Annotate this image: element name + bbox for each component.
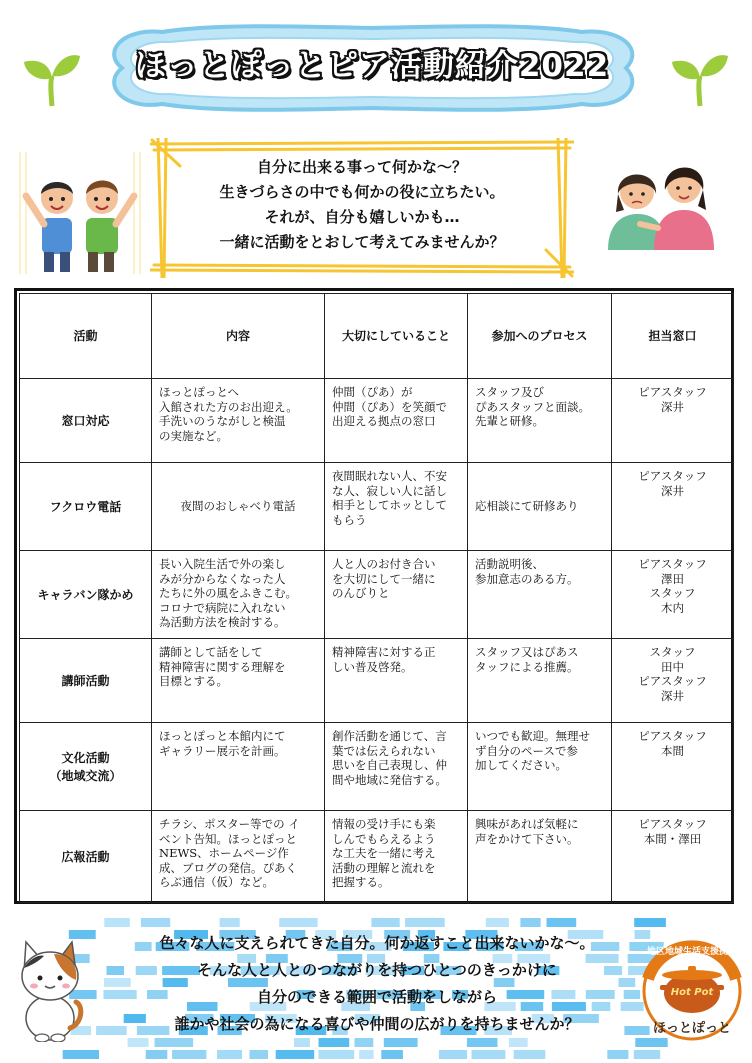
contact-text: 田中 bbox=[661, 659, 684, 674]
values-text: 把握する。 bbox=[332, 875, 390, 889]
content-text: の実施など。 bbox=[159, 428, 228, 443]
content-text-cell bbox=[152, 723, 325, 811]
process-text: 応相談にて研修あり bbox=[475, 499, 579, 514]
process-text-cell bbox=[468, 551, 612, 639]
activity-name: 窓口対応 bbox=[61, 413, 110, 428]
contact-text: 深井 bbox=[661, 688, 684, 703]
content-text: 夜間のおしゃべり電話 bbox=[180, 499, 296, 514]
values-text: 創作活動を通じて、言 bbox=[332, 729, 447, 743]
values-text: 相手としてホッとして bbox=[332, 498, 447, 512]
logo-ring-text: 地区地域生活支援拠点 bbox=[646, 947, 737, 957]
content-text: コロナで病院に入れない bbox=[159, 600, 286, 615]
activity-name-cell bbox=[20, 463, 152, 551]
content-text: らぶ通信（仮）など。 bbox=[159, 875, 274, 889]
footer-tile bbox=[294, 1038, 310, 1047]
table-row bbox=[20, 379, 734, 463]
values-text: 間や地域に発信する。 bbox=[332, 772, 447, 787]
activity-name: 広報活動 bbox=[61, 849, 110, 864]
values-text: 思いを自己表現し、仲 bbox=[332, 758, 447, 772]
footer-line: 色々な人に支えられてきた自分。何か返すこと出来ないかな～。 bbox=[159, 934, 595, 952]
contact-text: ピアスタッフ bbox=[638, 557, 707, 571]
values-text: 葉では伝えられない bbox=[332, 743, 436, 758]
contact-text: スタッフ bbox=[649, 645, 696, 659]
footer-tile bbox=[547, 918, 577, 927]
contact-text: 澤田 bbox=[661, 571, 684, 586]
contact-text: ピアスタッフ bbox=[638, 674, 707, 688]
footer-tile bbox=[146, 1050, 168, 1059]
process-text: タッフによる推薦。 bbox=[475, 659, 579, 674]
values-text: 夜間眠れない人、不安 bbox=[332, 469, 447, 483]
column-header: 参加へのプロセス bbox=[468, 294, 612, 379]
process-text: スタッフ又はぴあス bbox=[475, 645, 579, 659]
column-header: 大切にしていること bbox=[325, 294, 468, 379]
process-text: 声をかけて下さい。 bbox=[475, 831, 579, 846]
values-text-cell bbox=[325, 379, 468, 463]
values-text-cell bbox=[325, 463, 468, 551]
values-text-cell bbox=[325, 811, 468, 903]
footer-tile bbox=[355, 1038, 374, 1047]
content-text-cell bbox=[152, 551, 325, 639]
column-header: 担当窓口 bbox=[612, 294, 734, 379]
footer-tile bbox=[319, 1050, 355, 1059]
contact-text: ピアスタッフ bbox=[638, 385, 707, 399]
footer-tile bbox=[509, 1038, 528, 1047]
table-row bbox=[20, 463, 734, 551]
table-row bbox=[20, 723, 734, 811]
sprout-icon bbox=[670, 48, 730, 108]
footer-tile bbox=[514, 1050, 546, 1059]
content-text: ベント告知。ほっとぽっと bbox=[159, 831, 297, 846]
table-row bbox=[20, 551, 734, 639]
footer-tile bbox=[319, 1038, 350, 1047]
footer-tile bbox=[172, 1050, 206, 1059]
footer-tile bbox=[472, 1050, 506, 1059]
footer-tile bbox=[276, 1050, 315, 1059]
process-text-cell bbox=[468, 723, 612, 811]
footer-line: 誰かや社会の為になる喜びや仲間の広がりを持ちませんか？ bbox=[174, 1015, 580, 1033]
content-text: ギャラリー展示を計画。 bbox=[159, 743, 286, 758]
footer-tile bbox=[155, 1038, 194, 1047]
intro-line: それが、自分も嬉しいかも… bbox=[264, 208, 460, 226]
footer-tile bbox=[467, 1038, 498, 1047]
process-text: ず自分のペースで参 bbox=[475, 743, 578, 758]
contact-text-cell bbox=[612, 463, 734, 551]
footer-tile bbox=[141, 918, 170, 927]
footer-tile bbox=[405, 918, 445, 927]
contact-text: 木内 bbox=[661, 600, 684, 615]
content-text: みが分からなくなった人 bbox=[159, 571, 286, 586]
process-text: 活動説明後、 bbox=[475, 557, 544, 571]
hotpot-logo bbox=[640, 935, 744, 1053]
footer-tile bbox=[634, 918, 666, 927]
activities-table bbox=[14, 288, 734, 904]
activity-name-cell bbox=[20, 639, 152, 723]
process-text: 興味があれば気軽に bbox=[475, 817, 579, 831]
content-text-cell bbox=[152, 811, 325, 903]
content-text: 目標とする。 bbox=[159, 674, 228, 688]
table-header-row bbox=[20, 294, 734, 379]
values-text: もらう bbox=[332, 512, 367, 527]
activity-name: キャラバン隊かめ bbox=[37, 587, 134, 602]
footer-tile bbox=[250, 1050, 269, 1059]
contact-text: 深井 bbox=[661, 399, 684, 414]
values-text: のんびりと bbox=[332, 586, 390, 600]
content-text: 講師として話をして bbox=[159, 645, 263, 659]
intro-line: 自分に出来る事って何かな～？ bbox=[256, 158, 467, 176]
footer-tile bbox=[128, 1038, 149, 1047]
values-text: 精神障害に対する正 bbox=[332, 645, 436, 659]
contact-text-cell bbox=[612, 811, 734, 903]
footer-tile bbox=[359, 1050, 373, 1059]
content-text: 精神障害に関する理解を bbox=[159, 659, 286, 674]
content-text: ほっとぽっとへ bbox=[159, 385, 240, 399]
footer-line: 自分のできる範囲で活動をしながら bbox=[256, 988, 497, 1006]
content-text: NEWS、ホームページ作 bbox=[159, 846, 289, 860]
activity-name-cell bbox=[20, 811, 152, 903]
cat-illustration bbox=[14, 932, 84, 1042]
content-text: 手洗いのうながしと検温 bbox=[159, 414, 286, 428]
values-text: しんでもらえるよう bbox=[332, 831, 436, 846]
sprout-icon bbox=[22, 48, 82, 108]
activity-name: （地域交流） bbox=[49, 768, 122, 783]
values-text: 仲間（ぴあ）を笑顔で bbox=[332, 399, 447, 414]
content-text: 成、ブログの発信。ぴあく bbox=[159, 860, 297, 875]
process-text-cell bbox=[468, 811, 612, 903]
values-text-cell bbox=[325, 551, 468, 639]
footer-tile bbox=[63, 1050, 99, 1059]
values-text-cell bbox=[325, 639, 468, 723]
contact-text-cell bbox=[612, 379, 734, 463]
activity-name-cell bbox=[20, 379, 152, 463]
contact-text: 本間 bbox=[661, 743, 684, 758]
women-consulting-illustration bbox=[600, 150, 718, 250]
process-text-cell bbox=[468, 463, 612, 551]
activity-name-cell bbox=[20, 551, 152, 639]
footer-tile bbox=[607, 1050, 628, 1059]
content-text: たちに外の風をふきこむ。 bbox=[159, 586, 297, 600]
footer-tile bbox=[381, 1050, 403, 1059]
column-header: 活動 bbox=[20, 294, 152, 379]
table-row bbox=[20, 811, 734, 903]
activity-name: 講師活動 bbox=[61, 673, 110, 688]
contact-text: ピアスタッフ bbox=[638, 817, 707, 831]
values-text: 情報の受け手にも楽 bbox=[332, 817, 436, 831]
content-text-cell bbox=[152, 463, 325, 551]
footer-line: そんな人と人とのつながりを持つひとつのきっかけに bbox=[197, 961, 557, 979]
values-text: を大切にして一緒に bbox=[332, 571, 436, 586]
cheering-boys-illustration bbox=[14, 152, 146, 274]
values-text: な工夫を一緒に考え bbox=[332, 846, 436, 860]
table-row bbox=[20, 639, 734, 723]
content-text: 長い入院生活で外の楽し bbox=[159, 557, 286, 571]
logo-name: ほっとぽっと bbox=[652, 1021, 731, 1036]
process-text: スタッフ及び bbox=[475, 385, 544, 399]
contact-text: ピアスタッフ bbox=[638, 469, 707, 483]
table-body bbox=[20, 379, 734, 903]
process-text: 先輩と研修。 bbox=[475, 414, 544, 428]
values-text: しい普及啓発。 bbox=[332, 659, 413, 674]
intro-text bbox=[150, 155, 574, 255]
footer-tile bbox=[384, 1038, 418, 1047]
values-text: 人と人のお付き合い bbox=[332, 557, 436, 571]
contact-text: 本間・澤田 bbox=[643, 831, 702, 846]
contact-text: ピアスタッフ bbox=[638, 729, 707, 743]
process-text: 加してください。 bbox=[475, 758, 567, 772]
contact-text: スタッフ bbox=[649, 586, 696, 600]
content-text: ほっとぽっと本館内にて bbox=[159, 729, 286, 743]
footer-tile bbox=[439, 1050, 467, 1059]
footer-tile bbox=[520, 918, 540, 927]
values-text: 活動の理解と流れを bbox=[332, 860, 436, 875]
intro-line: 生きづらさの中でも何かの役に立ちたい。 bbox=[219, 183, 505, 201]
contact-text-cell bbox=[612, 551, 734, 639]
process-text: ぴあスタッフと面談。 bbox=[475, 399, 590, 414]
content-text: 為活動方法を検討する。 bbox=[159, 615, 286, 629]
activity-name: フクロウ電話 bbox=[49, 499, 122, 514]
values-text: 仲間（ぴあ）が bbox=[332, 385, 413, 399]
process-text-cell bbox=[468, 379, 612, 463]
content-text: 入館された方のお出迎え。 bbox=[159, 399, 298, 414]
contact-text-cell bbox=[612, 639, 734, 723]
column-header: 内容 bbox=[152, 294, 325, 379]
footer-message bbox=[92, 930, 662, 1038]
activity-name: 文化活動 bbox=[61, 750, 110, 765]
values-text: な人、寂しい人に話し bbox=[332, 483, 447, 498]
content-text-cell bbox=[152, 379, 325, 463]
contact-text-cell bbox=[612, 723, 734, 811]
contact-text: 深井 bbox=[661, 483, 684, 498]
content-text-cell bbox=[152, 639, 325, 723]
footer-tile bbox=[486, 918, 509, 927]
process-text-cell bbox=[468, 639, 612, 723]
footer-tile bbox=[220, 918, 240, 927]
logo-pot-text: Hot Pot bbox=[670, 987, 714, 998]
footer-tile bbox=[104, 918, 130, 927]
intro-line: 一緒に活動をとおして考えてみませんか？ bbox=[219, 233, 505, 251]
activity-name-cell bbox=[20, 723, 152, 811]
values-text: 出迎える拠点の窓口 bbox=[332, 414, 436, 428]
page-title: ほっとぽっとピア活動紹介2022 bbox=[134, 48, 610, 84]
footer-tile bbox=[279, 918, 317, 927]
content-text: チラシ、ポスター等での イ bbox=[159, 817, 300, 831]
footer-tile bbox=[371, 918, 399, 927]
process-text: いつでも歓迎。無理せ bbox=[475, 729, 590, 743]
values-text-cell bbox=[325, 723, 468, 811]
process-text: 参加意志のある方。 bbox=[475, 571, 579, 586]
footer-tile bbox=[217, 1050, 242, 1059]
